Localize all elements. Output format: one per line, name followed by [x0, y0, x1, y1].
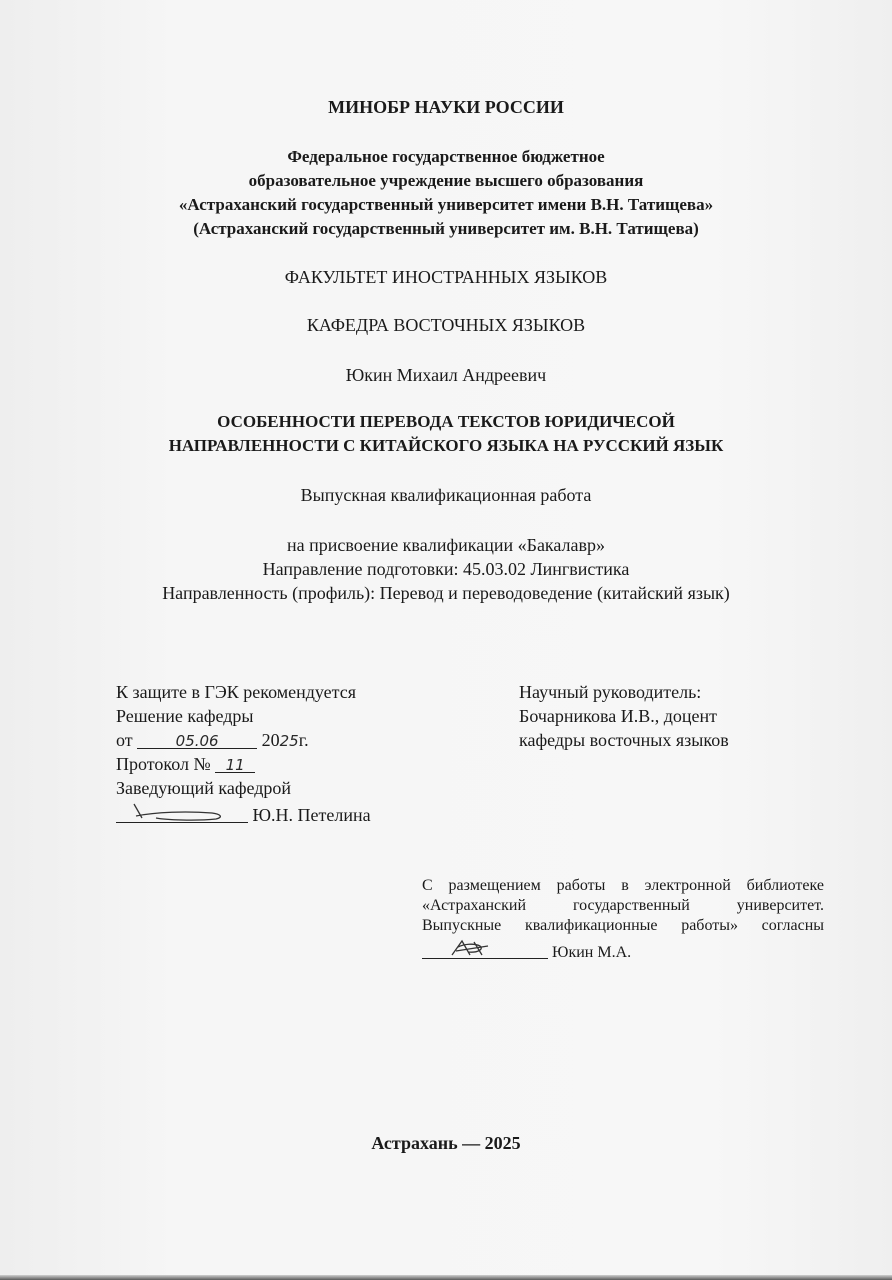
consent-signature-line: [422, 936, 824, 963]
protocol-label: Протокол №: [116, 754, 211, 774]
study-direction: Направление подготовки: 45.03.02 Лингвистика: [262, 559, 630, 579]
institution-line-2: образовательное учреждение высшего образования: [248, 171, 644, 190]
student-signature: [422, 938, 548, 959]
head-signature-line: [116, 800, 371, 824]
protocol-handwritten: 11: [225, 756, 245, 774]
supervisor-label: Научный руководитель:: [519, 682, 702, 702]
year-suffix: г.: [298, 730, 309, 750]
protocol-field: [215, 752, 255, 773]
head-signature: [116, 802, 248, 823]
year-prefix: 20: [261, 730, 280, 750]
student-signature-icon: [422, 938, 548, 958]
supervisor-block: [519, 680, 729, 752]
consent-line-1: С размещением работы в электронной библиотеке: [422, 877, 824, 894]
institution-line-1: Федеральное государственное бюджетное: [287, 147, 605, 166]
institution-line-4: (Астраханский государственный университет им. В.Н. Татищева): [193, 219, 699, 238]
library-consent-block: [422, 876, 824, 963]
work-type: Выпускная квалификационная работа: [300, 485, 592, 505]
paper-bottom-edge: [0, 1275, 892, 1280]
thesis-title-line-2: НАПРАВЛЕННОСТИ С КИТАЙСКОГО ЯЗЫКА НА РУССКИЙ ЯЗЫК: [168, 436, 724, 455]
ministry-heading: МИНОБР НАУКИ РОССИИ: [328, 97, 564, 117]
year-handwritten: 25: [279, 732, 299, 750]
supervisor-name: Бочарникова И.В., доцент: [519, 706, 718, 726]
protocol-line: [116, 752, 371, 776]
head-label: Заведующий кафедрой: [116, 778, 292, 798]
supervisor-department: кафедры восточных языков: [519, 730, 729, 750]
footer-city-year: Астрахань — 2025: [371, 1133, 521, 1153]
date-handwritten: 05.06: [175, 732, 219, 750]
date-prefix: от: [116, 730, 133, 750]
department-heading: КАФЕДРА ВОСТОЧНЫХ ЯЗЫКОВ: [306, 315, 586, 335]
approval-date-line: [116, 728, 371, 752]
consent-line-2: «Астраханский государственный университет.: [422, 897, 824, 914]
faculty-heading: ФАКУЛЬТЕТ ИНОСТРАННЫХ ЯЗЫКОВ: [284, 267, 608, 287]
author-name: Юкин Михаил Андреевич: [345, 365, 547, 385]
approval-decision: Решение кафедры: [116, 706, 254, 726]
date-field: [137, 728, 257, 749]
consent-signer: Юкин М.А.: [552, 944, 632, 961]
qualification: на присвоение квалификации «Бакалавр»: [286, 535, 606, 555]
thesis-title-line-1: ОСОБЕННОСТИ ПЕРЕВОДА ТЕКСТОВ ЮРИДИЧЕСОЙ: [217, 412, 675, 431]
approval-recommended: К защите в ГЭК рекомендуется: [116, 682, 357, 702]
head-name: Ю.Н. Петелина: [252, 805, 371, 825]
consent-line-3: Выпускные квалификационные работы» согласны: [422, 917, 824, 934]
head-signature-icon: [116, 802, 248, 822]
study-profile: Направленность (профиль): Перевод и переводоведение (китайский язык): [162, 583, 730, 603]
institution-line-3: «Астраханский государственный университет имени В.Н. Татищева»: [178, 195, 714, 214]
approval-block: [116, 680, 371, 824]
